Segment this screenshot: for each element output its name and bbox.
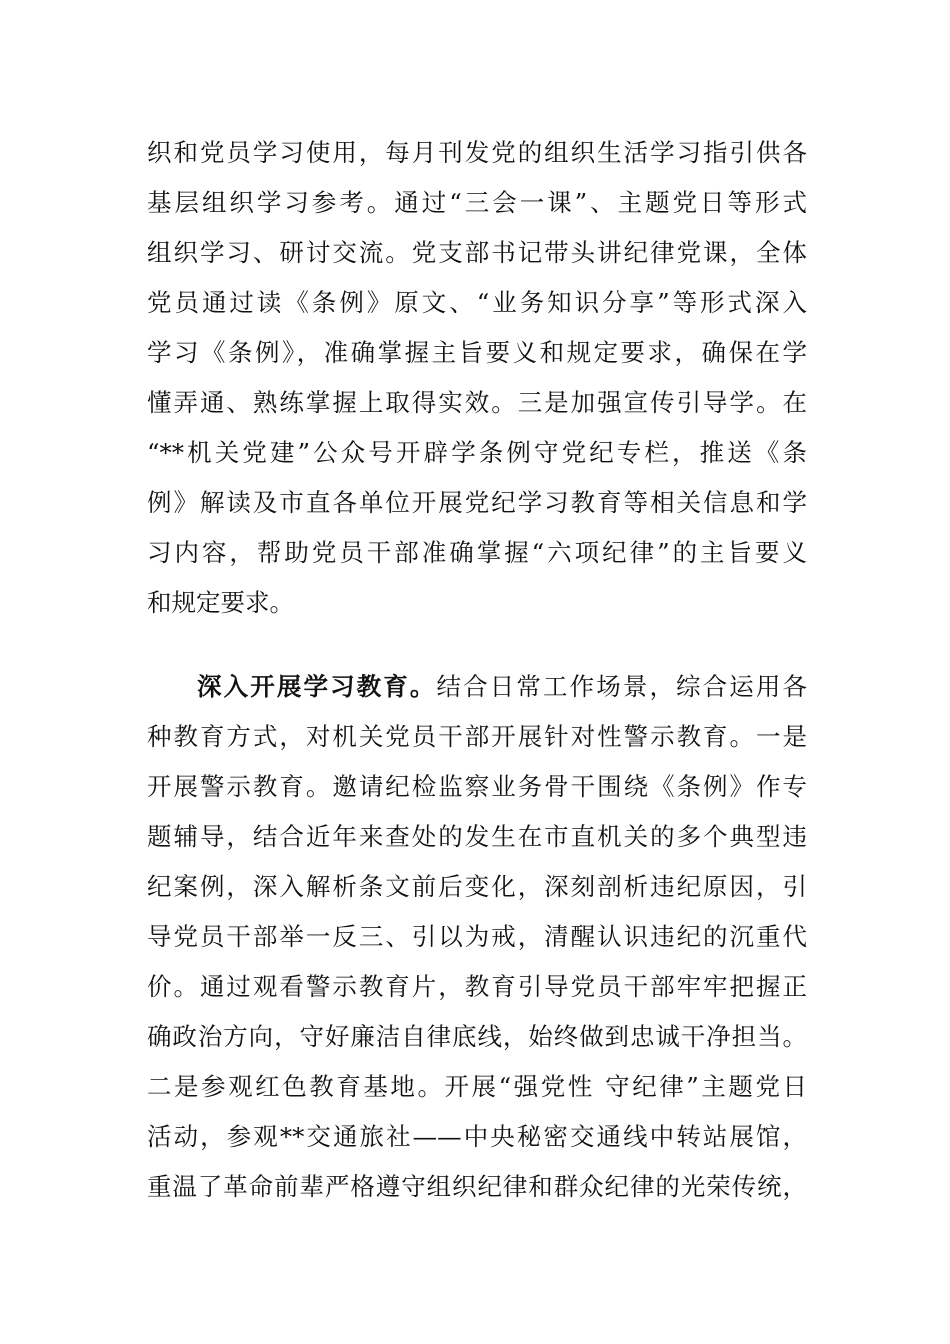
paragraph-2-line-8: 确政治方向，守好廉洁自律底线，始终做到忠诚干净担当。	[147, 1022, 807, 1051]
paragraph-1-line-10: 和规定要求。	[147, 588, 294, 617]
paragraph-2-line-10: 活动，参观**交通旅社——中央秘密交通线中转站展馆，	[147, 1122, 807, 1151]
paragraph-2-line-6: 导党员干部举一反三、引以为戒，清醒认识违纪的沉重代	[147, 922, 807, 951]
paragraph-1-line-7: “**机关党建”公众号开辟学条例守党纪专栏，推送《条	[147, 438, 807, 467]
paragraph-2-line-4: 题辅导，结合近年来查处的发生在市直机关的多个典型违	[147, 822, 807, 851]
paragraph-1-line-3: 组织学习、研讨交流。党支部书记带头讲纪律党课，全体	[147, 238, 807, 267]
paragraph-2-line-9: 二是参观红色教育基地。开展“强党性 守纪律”主题党日	[147, 1072, 807, 1101]
paragraph-2-line-11: 重温了革命前辈严格遵守组织纪律和群众纪律的光荣传统，	[147, 1172, 807, 1201]
paragraph-2-line-2: 种教育方式，对机关党员干部开展针对性警示教育。一是	[147, 722, 807, 751]
paragraph-1-line-4: 党员通过读《条例》原文、“业务知识分享”等形式深入	[147, 288, 807, 317]
paragraph-2-line-1	[197, 672, 807, 702]
paragraph-1-line-8: 例》解读及市直各单位开展党纪学习教育等相关信息和学	[147, 488, 807, 517]
paragraph-2-line-7: 价。通过观看警示教育片，教育引导党员干部牢牢把握正	[147, 972, 807, 1001]
paragraph-2-heading: 深入开展学习教育。	[197, 672, 437, 701]
paragraph-1-line-5: 学习《条例》，准确掌握主旨要义和规定要求，确保在学	[147, 338, 807, 367]
paragraph-1-line-9: 习内容，帮助党员干部准确掌握“六项纪律”的主旨要义	[147, 538, 807, 567]
paragraph-1-line-2: 基层组织学习参考。通过“三会一课”、主题党日等形式	[147, 188, 807, 217]
paragraph-2-line-3: 开展警示教育。邀请纪检监察业务骨干围绕《条例》作专	[147, 772, 807, 801]
paragraph-2-first-line-text: 结合日常工作场景，综合运用各	[436, 672, 808, 701]
paragraph-2-line-5: 纪案例，深入解析条文前后变化，深刻剖析违纪原因，引	[147, 872, 807, 901]
paragraph-1-line-6: 懂弄通、熟练掌握上取得实效。三是加强宣传引导学。在	[147, 388, 807, 417]
paragraph-1-line-1: 织和党员学习使用，每月刊发党的组织生活学习指引供各	[147, 138, 807, 167]
